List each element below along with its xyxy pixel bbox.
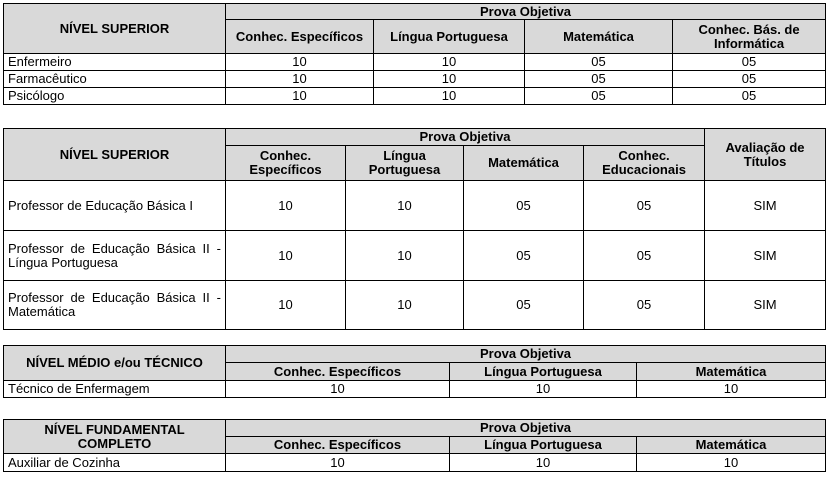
cell-value: 10: [346, 231, 464, 281]
cell-value: 05: [464, 281, 584, 330]
row-name: Farmacêutico: [4, 71, 226, 88]
row-name: Técnico de Enfermagem: [4, 381, 226, 398]
level-header: NÍVEL FUNDAMENTAL COMPLETO: [4, 420, 226, 454]
column-header: Matemática: [637, 363, 826, 381]
column-header: Língua Portuguesa: [374, 20, 525, 54]
titles-header: Avaliação de Títulos: [705, 129, 826, 181]
table-row: [4, 71, 826, 88]
table-row: [4, 181, 826, 231]
cell-value: 05: [673, 88, 826, 105]
cell-value: 05: [673, 54, 826, 71]
column-header: Conhec. Específicos: [226, 363, 450, 381]
column-header: Matemática: [525, 20, 673, 54]
group-header: Prova Objetiva: [226, 346, 826, 363]
cell-value: 05: [464, 231, 584, 281]
column-header: Conhec. Específicos: [226, 20, 374, 54]
cell-value: 10: [637, 381, 826, 398]
group-header: Prova Objetiva: [226, 129, 705, 146]
column-header: Matemática: [464, 146, 584, 181]
cell-value: 10: [637, 454, 826, 472]
row-name: Psicólogo: [4, 88, 226, 105]
column-header: Matemática: [637, 437, 826, 454]
cell-value: 10: [226, 231, 346, 281]
cell-value: 05: [584, 231, 705, 281]
cell-value: 05: [525, 71, 673, 88]
cell-value: 10: [226, 71, 374, 88]
cell-value: 10: [374, 71, 525, 88]
level-header: NÍVEL MÉDIO e/ou TÉCNICO: [4, 346, 226, 381]
cell-value: 10: [226, 181, 346, 231]
table-row: [4, 231, 826, 281]
column-header: Conhec. Educacionais: [584, 146, 705, 181]
cell-value: 10: [374, 54, 525, 71]
column-header: Língua Portuguesa: [450, 363, 637, 381]
cell-value: 10: [450, 381, 637, 398]
column-header: Conhec. Específicos: [226, 437, 450, 454]
table-row: [4, 454, 826, 472]
cell-value: 10: [450, 454, 637, 472]
cell-value: SIM: [705, 181, 826, 231]
table-row: [4, 54, 826, 71]
group-header: Prova Objetiva: [226, 420, 826, 437]
row-name: Auxiliar de Cozinha: [4, 454, 226, 472]
cell-value: 10: [374, 88, 525, 105]
cell-value: 05: [584, 181, 705, 231]
cell-value: 05: [525, 88, 673, 105]
cell-value: SIM: [705, 231, 826, 281]
table-nivel-superior-1: [3, 3, 826, 105]
cell-value: 10: [226, 281, 346, 330]
cell-value: 10: [226, 381, 450, 398]
table-nivel-medio: [3, 345, 826, 398]
cell-value: 05: [464, 181, 584, 231]
cell-value: 05: [525, 54, 673, 71]
cell-value: 10: [226, 454, 450, 472]
table-nivel-fundamental: [3, 419, 826, 472]
level-header: NÍVEL SUPERIOR: [4, 129, 226, 181]
column-header: Conhec. Específicos: [226, 146, 346, 181]
cell-value: SIM: [705, 281, 826, 330]
row-name: Professor de Educação Básica I: [4, 181, 226, 231]
column-header: Língua Portuguesa: [450, 437, 637, 454]
cell-value: 05: [584, 281, 705, 330]
row-name: Professor de Educação Básica II - Matemática: [4, 281, 226, 330]
table-row: [4, 281, 826, 330]
row-name: Enfermeiro: [4, 54, 226, 71]
table-row: [4, 88, 826, 105]
row-name: Professor de Educação Básica II - Língua Portuguesa: [4, 231, 226, 281]
cell-value: 05: [673, 71, 826, 88]
level-header: NÍVEL SUPERIOR: [4, 4, 226, 54]
cell-value: 10: [226, 54, 374, 71]
cell-value: 10: [226, 88, 374, 105]
group-header: Prova Objetiva: [226, 4, 826, 20]
column-header: Conhec. Bás. de Informática: [673, 20, 826, 54]
table-row: [4, 381, 826, 398]
column-header: Língua Portuguesa: [346, 146, 464, 181]
table-nivel-superior-2: [3, 128, 826, 330]
cell-value: 10: [346, 281, 464, 330]
cell-value: 10: [346, 181, 464, 231]
